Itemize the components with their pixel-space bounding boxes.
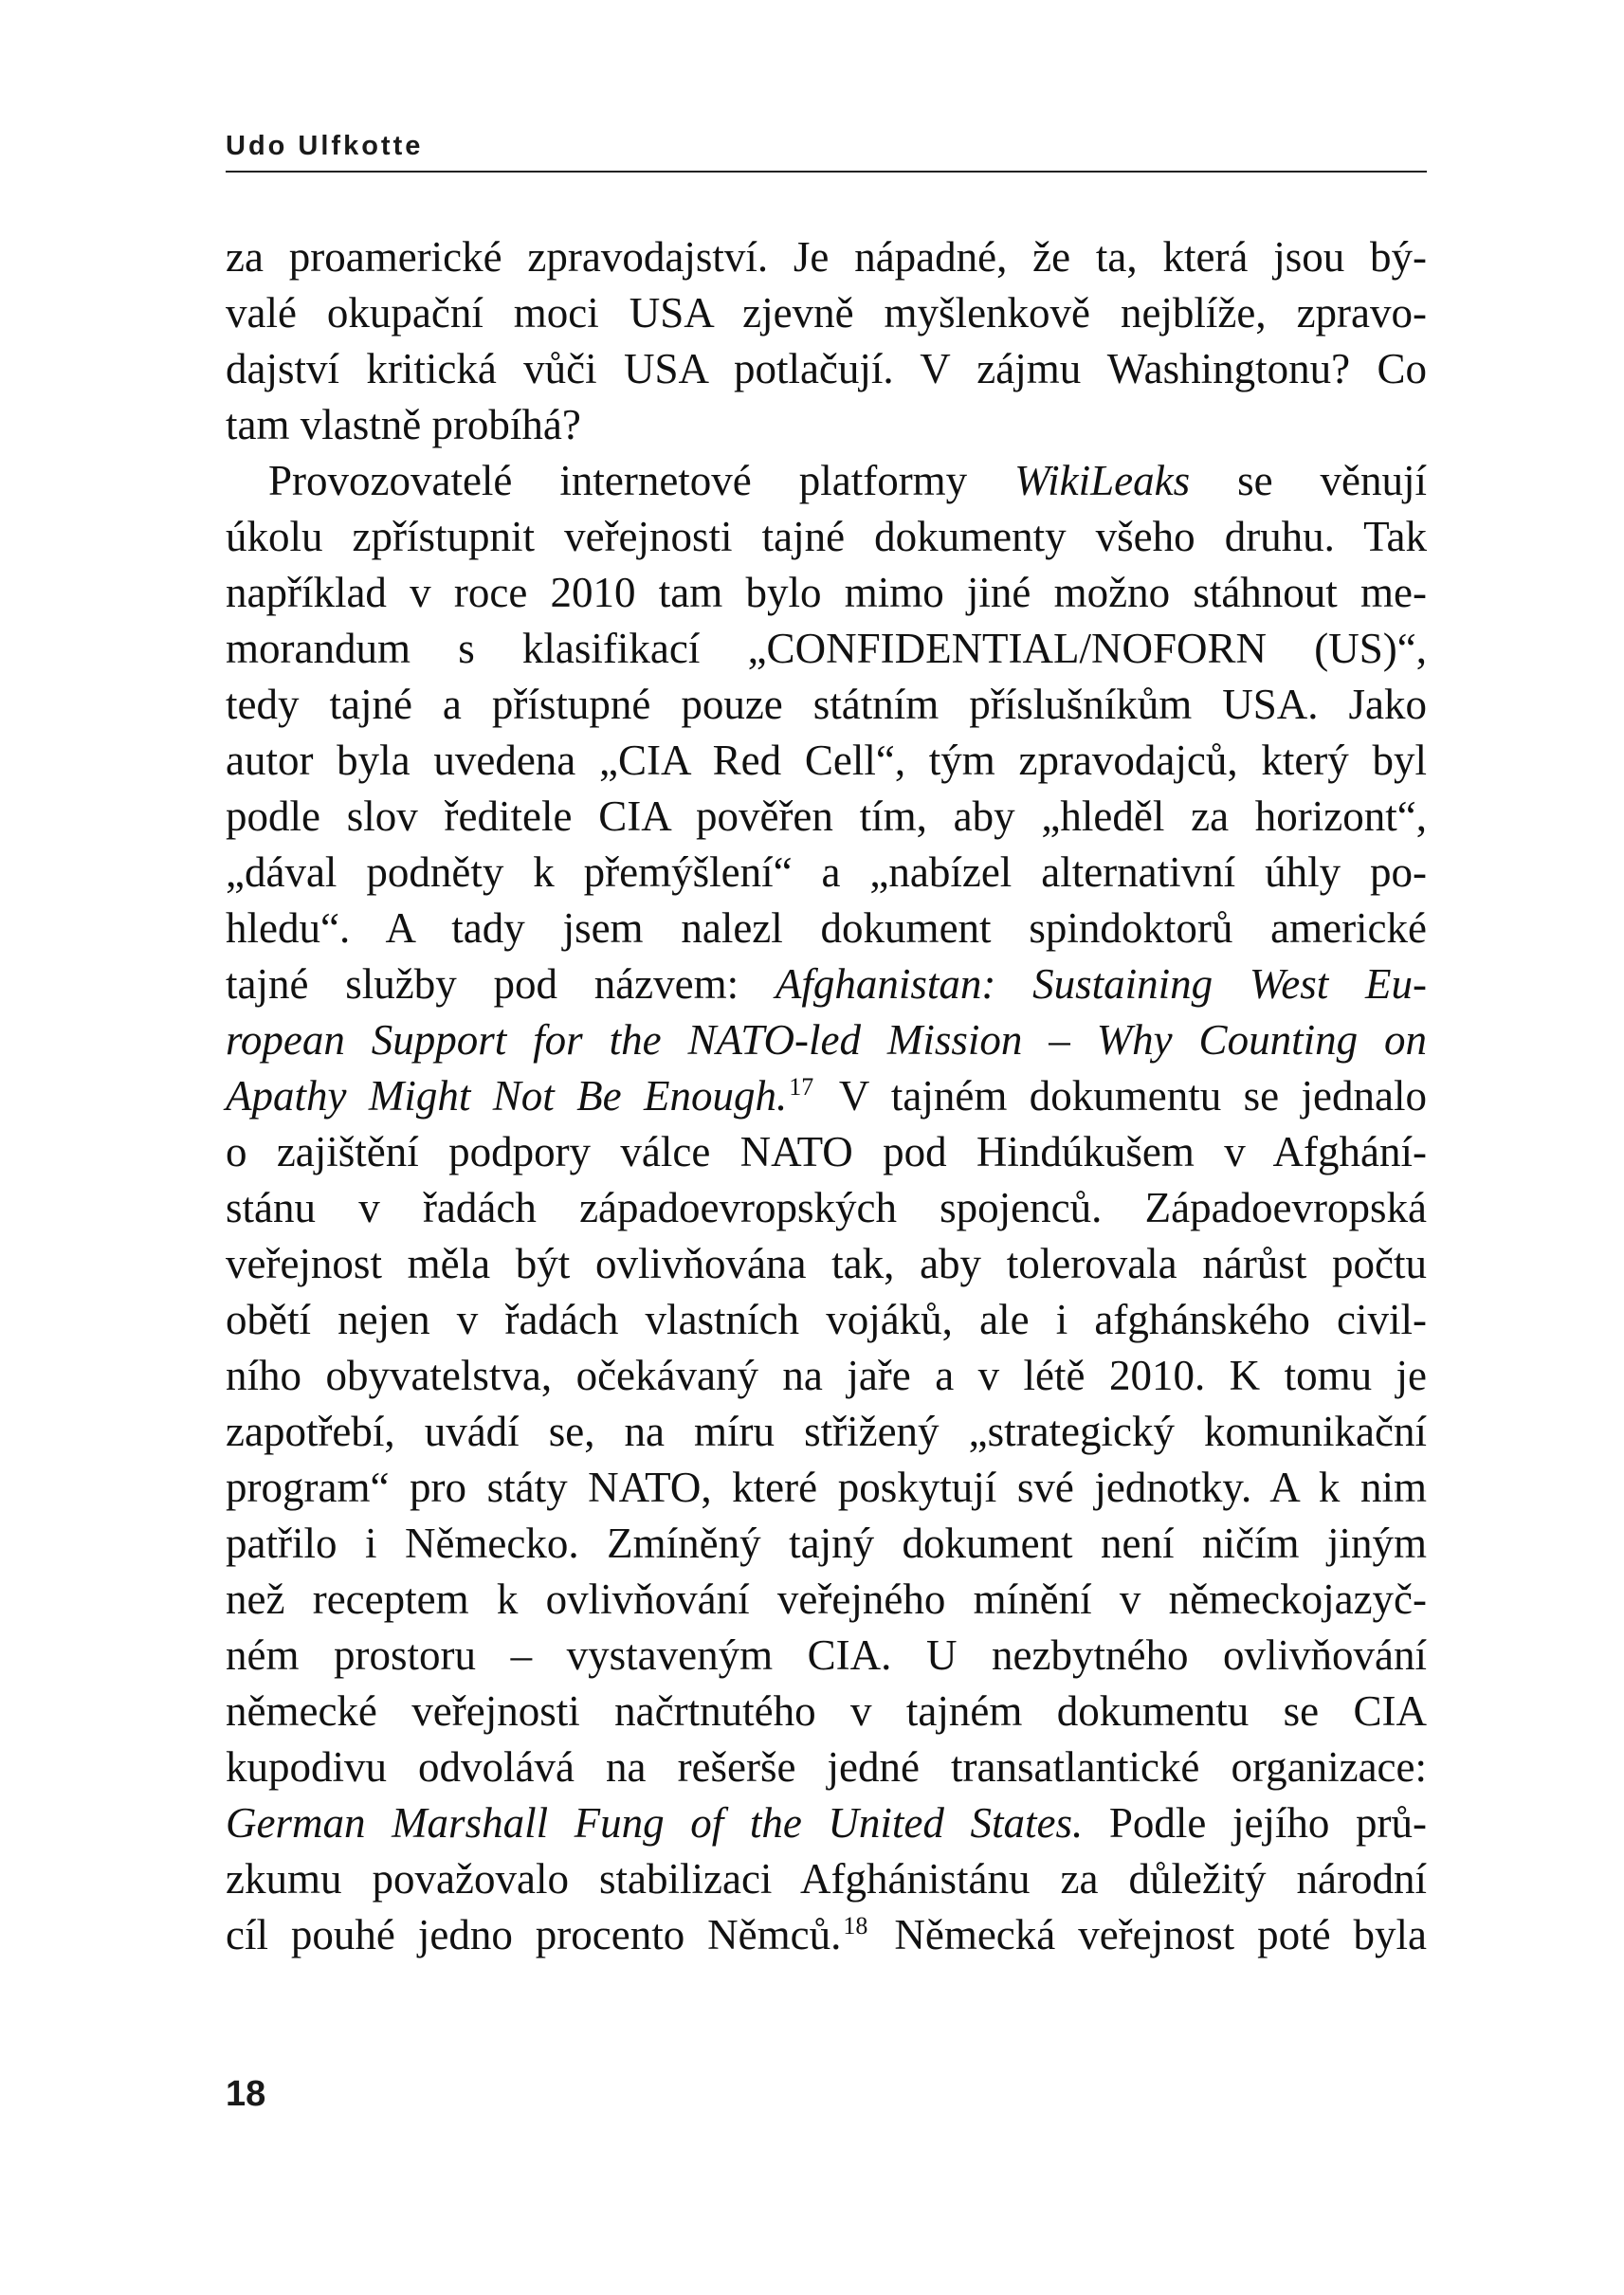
text-line: zapotřebí, uvádí se, na míru střižený „strategický komunikační bbox=[226, 1408, 1427, 1455]
text-line bbox=[226, 1012, 1427, 1068]
text-line: stánu v řadách západoevropských spojenců. Západoevropská bbox=[226, 1184, 1427, 1231]
text-line: za proamerické zpravodajství. Je nápadné, že ta, která jsou bý- bbox=[226, 233, 1427, 281]
text-line: cíl pouhé jedno procento Němců.$^{18}$ Německá veřejnost poté byla bbox=[226, 1911, 1428, 1958]
text-line: než receptem k ovlivňování veřejného mínění v německojazyč- bbox=[226, 1576, 1427, 1623]
footnote-ref: 18 bbox=[843, 1912, 868, 1940]
text-line: zkumu považovalo stabilizaci Afghánistánu za důležitý národní bbox=[226, 1855, 1427, 1903]
text-line: program“ pro státy NATO, které poskytují své jednotky. A k nim bbox=[226, 1464, 1427, 1511]
italic-title: WikiLeaks bbox=[1014, 457, 1191, 504]
text-line: morandum s klasifikací „CONFIDENTIAL/NOFORN (US)“, bbox=[226, 625, 1427, 672]
text-line: Apathy Might Not Be Enough.$^{17}$ V tajném dokumentu se jednalo bbox=[226, 1072, 1427, 1120]
text-line: dajství kritická vůči USA potlačují. V zájmu Washingtonu? Co bbox=[226, 345, 1427, 392]
page-number: 18 bbox=[226, 2074, 266, 2114]
text-line: obětí nejen v řadách vlastních vojáků, ale i afghánského civil- bbox=[226, 1296, 1427, 1343]
text-line: o zajištění podpory válce NATO pod Hindúkušem v Afghání- bbox=[226, 1128, 1427, 1175]
text-line: německé veřejnosti načrtnutého v tajném dokumentu se CIA bbox=[226, 1687, 1427, 1735]
text-line: veřejnost měla být ovlivňována tak, aby tolerovala nárůst počtu bbox=[226, 1240, 1427, 1287]
text-line: „dával podněty k přemýšlení“ a „nabízel alternativní úhly po- bbox=[226, 848, 1427, 896]
text-line: tedy tajné a přístupné pouze státním příslušníkům USA. Jako bbox=[226, 681, 1427, 728]
header-rule bbox=[226, 171, 1427, 173]
text-line: valé okupační moci USA zjevně myšlenkově nejblíže, zpravo- bbox=[226, 289, 1427, 337]
text-line: ném prostoru – vystaveným CIA. U nezbytného ovlivňování bbox=[226, 1631, 1427, 1679]
text-line: úkolu zpřístupnit veřejnosti tajné dokumenty všeho druhu. Tak bbox=[226, 513, 1427, 560]
text-line: například v roce 2010 tam bylo mimo jiné možno stáhnout me- bbox=[226, 569, 1427, 616]
text-line: autor byla uvedena „CIA Red Cell“, tým zpravodajců, který byl bbox=[226, 737, 1427, 784]
italic-title: ropean Support for the NATO-led Mission – Why Counting on bbox=[226, 1016, 1427, 1064]
text-line: German Marshall Fung of the United States. Podle jejího prů- bbox=[226, 1799, 1427, 1847]
footnote-ref: 17 bbox=[789, 1073, 814, 1101]
running-header: Udo Ulfkotte bbox=[226, 131, 424, 161]
text-line: patřilo i Německo. Zmíněný tajný dokument není ničím jiným bbox=[226, 1520, 1427, 1567]
body-text bbox=[226, 229, 1427, 1963]
text-line: ního obyvatelstva, očekávaný na jaře a v létě 2010. K tomu je bbox=[226, 1352, 1427, 1399]
text-line: tam vlastně probíhá? bbox=[226, 401, 581, 448]
italic-title: Apathy Might Not Be Enough. bbox=[226, 1072, 788, 1120]
text-line: Provozovatelé internetové platformy WikiLeaks se věnují bbox=[268, 457, 1428, 504]
text-line: kupodivu odvolává na rešerše jedné transatlantické organizace: bbox=[226, 1743, 1427, 1791]
italic-title: German Marshall Fung of the United States. bbox=[226, 1799, 1084, 1847]
text-line: hledu“. A tady jsem nalezl dokument spindoktorů americké bbox=[226, 904, 1427, 952]
italic-title: Afghanistan: Sustaining West Eu- bbox=[775, 960, 1427, 1008]
text-line: podle slov ředitele CIA pověřen tím, aby „hleděl za horizont“, bbox=[226, 792, 1427, 840]
text-line: tajné služby pod názvem: Afghanistan: Sustaining West Eu- bbox=[226, 960, 1427, 1008]
